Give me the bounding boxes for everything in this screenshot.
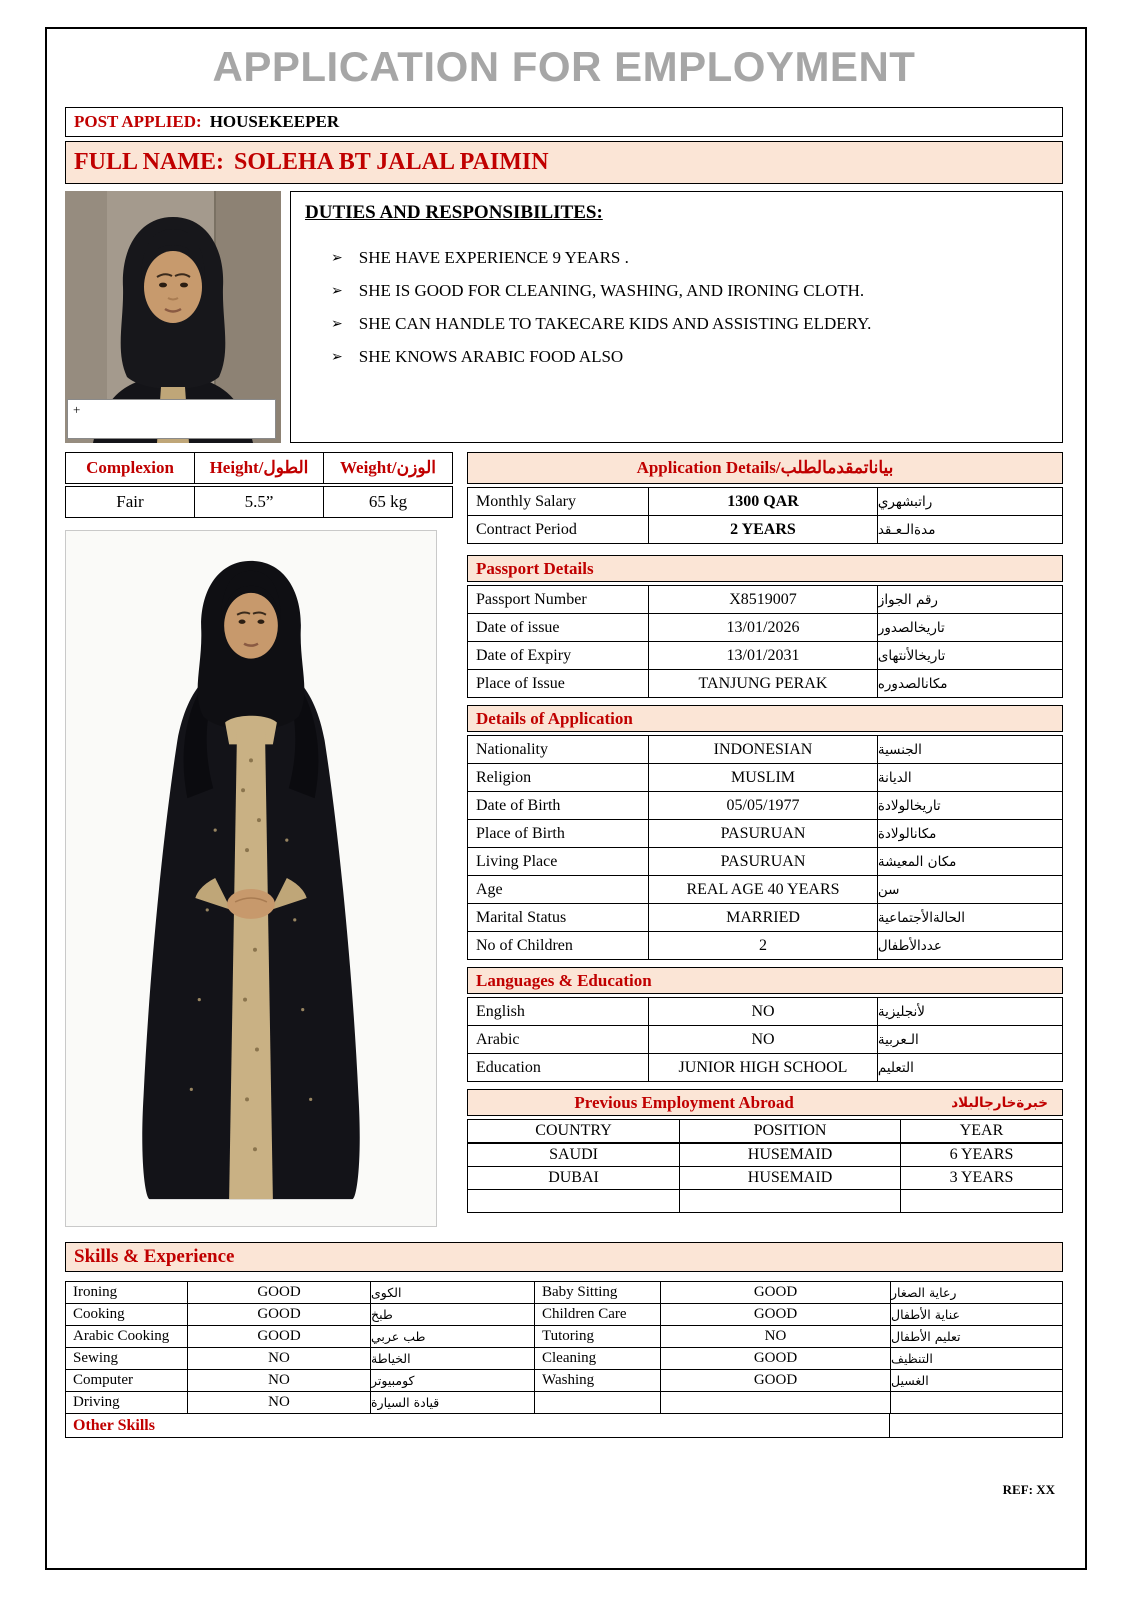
skill-rating: GOOD [661, 1282, 891, 1303]
field-label-arabic: الجنسية [877, 741, 922, 758]
weight-value: 65 kg [323, 486, 453, 518]
details-rows [467, 735, 1063, 960]
field-value: TANJUNG PERAK [649, 670, 878, 697]
skill-label: Ironing [66, 1282, 188, 1303]
passport-rows [467, 585, 1063, 698]
field-value: PASURUAN [649, 848, 878, 875]
duty-text: SHE KNOWS ARABIC FOOD ALSO [358, 347, 624, 366]
skill-label-arabic: قيادة السيارة [371, 1392, 535, 1413]
previous-employment-title: Previous Employment Abroad [574, 1092, 794, 1112]
field-value: 13/01/2026 [649, 614, 878, 641]
field-label: Nationality [468, 736, 649, 763]
field-label-arabic: مكانالصدوره [877, 675, 948, 692]
field-label-arabic: رقم الجواز [877, 591, 938, 608]
field-label-arabic: تاريخالصدور [877, 619, 945, 636]
skill-label: Computer [66, 1370, 188, 1391]
field-label: Marital Status [468, 904, 649, 931]
skill-label: Children Care [535, 1304, 661, 1325]
field-value: NO [649, 1026, 878, 1053]
skill-label-arabic: كومبيوتر [371, 1370, 535, 1391]
application-details-rows [467, 487, 1063, 544]
skill-rating: NO [188, 1392, 371, 1413]
application-details-section [467, 452, 1063, 544]
field-label-arabic: مكان المعيشة [877, 853, 957, 870]
complexion-header: Complexion [65, 452, 195, 484]
skill-label: Driving [66, 1392, 188, 1413]
table-row [467, 735, 1063, 764]
field-label: Education [468, 1054, 649, 1081]
duty-item [331, 347, 1048, 369]
field-label: Living Place [468, 848, 649, 875]
skill-label-arabic: الغسيل [891, 1373, 929, 1388]
reference-code: REF: XX [1002, 1482, 1055, 1497]
skill-rating: NO [188, 1370, 371, 1391]
details-of-application-section [467, 705, 1063, 960]
other-skills-label: Other Skills [66, 1414, 890, 1437]
table-row [467, 847, 1063, 876]
field-label-arabic: مدةالـعـقد [877, 521, 936, 538]
position-cell: HUSEMAID [680, 1167, 901, 1189]
skills-table [65, 1281, 1063, 1414]
other-skills-empty-cell [890, 1414, 1062, 1437]
field-label: Date of Birth [468, 792, 649, 819]
application-details-header: Application Details/بياناتمقدمالطلب [467, 452, 1063, 484]
height-header: Height/الطول [194, 452, 324, 484]
duties-title: DUTIES AND RESPONSIBILITES: [305, 202, 603, 223]
skill-row [65, 1369, 1063, 1392]
country-cell [468, 1190, 680, 1212]
field-label-arabic: سن [877, 881, 900, 898]
photo-placeholder-box [67, 399, 276, 439]
table-row [467, 903, 1063, 932]
year-column-header: YEAR [959, 1122, 1004, 1139]
field-label-arabic: راتبشهري [877, 493, 933, 510]
duty-item [331, 314, 1048, 336]
field-value: INDONESIAN [649, 736, 878, 763]
field-value: X8519007 [649, 586, 878, 613]
physical-stats-value-row [65, 486, 455, 518]
field-value: REAL AGE 40 YEARS [649, 876, 878, 903]
table-row [467, 875, 1063, 904]
field-label: Place of Issue [468, 670, 649, 697]
languages-rows [467, 997, 1063, 1082]
field-label-arabic: الـعربية [877, 1031, 919, 1048]
skill-label-arabic: طبخ [371, 1304, 535, 1325]
previous-employment-title-arabic: خبرةخارجالبلاد [951, 1094, 1048, 1111]
field-label-arabic: الحالةالأجتماعية [877, 909, 966, 926]
languages-education-section [467, 967, 1063, 1082]
arrow-bullet-icon: ➢ [331, 284, 343, 299]
skill-rating [661, 1392, 891, 1413]
field-value: JUNIOR HIGH SCHOOL [649, 1054, 878, 1081]
skill-label-arabic [891, 1392, 1062, 1413]
arrow-bullet-icon: ➢ [331, 350, 343, 365]
post-applied-label: POST APPLIED: [74, 112, 202, 131]
skill-rating: NO [188, 1348, 371, 1369]
skill-label-arabic: تعليم الأطفال [891, 1329, 961, 1344]
duty-item [331, 248, 1048, 270]
field-value: 13/01/2031 [649, 642, 878, 669]
field-label-arabic: التعليم [877, 1059, 914, 1076]
employment-column-header-row [467, 1119, 1063, 1143]
weight-header: Weight/الوزن [323, 452, 453, 484]
table-row [467, 669, 1063, 698]
year-cell: 3 YEARS [949, 1169, 1014, 1186]
complexion-value: Fair [65, 486, 195, 518]
field-value: NO [649, 998, 878, 1025]
skill-row [65, 1325, 1063, 1348]
field-label: Monthly Salary [468, 488, 649, 515]
field-label: Religion [468, 764, 649, 791]
full-name-value: SOLEHA BT JALAL PAIMIN [234, 149, 549, 175]
position-cell [680, 1190, 901, 1212]
field-label: No of Children [468, 932, 649, 959]
skill-label-arabic: رعاية الصغار [891, 1285, 957, 1300]
skill-label: Cooking [66, 1304, 188, 1325]
skill-rating: GOOD [661, 1370, 891, 1391]
full-name-row [65, 141, 1063, 184]
languages-education-header: Languages & Education [467, 967, 1063, 994]
skill-label-arabic: طب عربي [371, 1326, 535, 1347]
previous-employment-header [467, 1089, 1063, 1116]
employment-row [467, 1143, 1063, 1167]
table-row [467, 763, 1063, 792]
table-row [467, 997, 1063, 1026]
duties-list [305, 248, 1048, 369]
employment-row [467, 1189, 1063, 1213]
skill-rating: GOOD [188, 1304, 371, 1325]
skill-row [65, 1281, 1063, 1304]
table-row [467, 931, 1063, 960]
post-applied-row [65, 107, 1063, 137]
table-row [467, 613, 1063, 642]
field-value: 2 [649, 932, 878, 959]
full-name-label: FULL NAME: [74, 149, 224, 175]
skill-label-arabic: الخياطة [371, 1348, 535, 1369]
arrow-bullet-icon: ➢ [331, 251, 343, 266]
page-title: APPLICATION FOR EMPLOYMENT [212, 43, 916, 90]
field-label-arabic: تاريخالأنتهاى [877, 647, 946, 664]
skill-label-arabic: التنظيف [891, 1351, 933, 1366]
skill-rating: GOOD [188, 1282, 371, 1303]
skill-row [65, 1391, 1063, 1414]
employment-rows [467, 1143, 1063, 1213]
field-label-arabic: مكانالولادة [877, 825, 937, 842]
previous-employment-section [467, 1089, 1063, 1213]
table-row [467, 585, 1063, 614]
skill-label [535, 1392, 661, 1413]
skill-label: Tutoring [535, 1326, 661, 1347]
skill-label-arabic: عناية الأطفال [891, 1307, 960, 1322]
photo-placeholder-plus: + [73, 402, 81, 417]
skill-label: Cleaning [535, 1348, 661, 1369]
skill-row [65, 1303, 1063, 1326]
field-label: Date of Expiry [468, 642, 649, 669]
post-applied-value: HOUSEKEEPER [209, 112, 340, 131]
country-cell: DUBAI [468, 1167, 680, 1189]
skill-label-arabic: الكوى [371, 1282, 535, 1303]
passport-details-section [467, 555, 1063, 698]
field-label-arabic: الديانة [877, 769, 912, 786]
form-frame [45, 27, 1087, 1570]
position-cell: HUSEMAID [680, 1144, 901, 1166]
field-value: MUSLIM [649, 764, 878, 791]
passport-details-header: Passport Details [467, 555, 1063, 582]
field-label: Passport Number [468, 586, 649, 613]
arrow-bullet-icon: ➢ [331, 317, 343, 332]
duties-box [290, 191, 1063, 443]
field-label: Date of issue [468, 614, 649, 641]
skill-rating: GOOD [661, 1304, 891, 1325]
skill-row [65, 1347, 1063, 1370]
employment-row [467, 1166, 1063, 1190]
height-value: 5.5” [194, 486, 324, 518]
full-length-illustration [66, 531, 436, 1226]
field-label: Arabic [468, 1026, 649, 1053]
duty-text: SHE CAN HANDLE TO TAKECARE KIDS AND ASSISTING ELDERY. [358, 314, 872, 333]
position-column-header: POSITION [680, 1120, 901, 1142]
field-label: Contract Period [468, 516, 649, 543]
duty-text: SHE HAVE EXPERIENCE 9 YEARS . [358, 248, 629, 267]
field-value: 2 YEARS [649, 516, 878, 543]
table-row [467, 819, 1063, 848]
applicant-photo-portrait [65, 191, 281, 443]
field-label-arabic: لأنجليزية [877, 1003, 926, 1020]
table-row [467, 1053, 1063, 1082]
country-cell: SAUDI [468, 1144, 680, 1166]
skills-experience-header: Skills & Experience [65, 1242, 1063, 1272]
table-row [467, 487, 1063, 516]
country-column-header: COUNTRY [468, 1120, 680, 1142]
skill-label: Baby Sitting [535, 1282, 661, 1303]
year-cell: 6 YEARS [949, 1146, 1014, 1163]
field-value: 1300 QAR [649, 488, 878, 515]
field-value: PASURUAN [649, 820, 878, 847]
year-cell [901, 1190, 1062, 1212]
details-of-application-header: Details of Application [467, 705, 1063, 732]
applicant-photo-full-length [65, 530, 437, 1227]
skill-rating: GOOD [661, 1348, 891, 1369]
field-value: 05/05/1977 [649, 792, 878, 819]
field-label: English [468, 998, 649, 1025]
table-row [467, 1025, 1063, 1054]
field-label: Age [468, 876, 649, 903]
skill-label: Arabic Cooking [66, 1326, 188, 1347]
physical-stats-header-row [65, 452, 455, 484]
field-value: MARRIED [649, 904, 878, 931]
table-row [467, 515, 1063, 544]
skill-rating: GOOD [188, 1326, 371, 1347]
table-row [467, 641, 1063, 670]
skill-label: Sewing [66, 1348, 188, 1369]
other-skills-row [65, 1413, 1063, 1438]
field-label-arabic: عددالأطفال [877, 937, 942, 954]
field-label: Place of Birth [468, 820, 649, 847]
duty-item [331, 281, 1048, 303]
table-row [467, 791, 1063, 820]
skill-rating: NO [661, 1326, 891, 1347]
duty-text: SHE IS GOOD FOR CLEANING, WASHING, AND IRONING CLOTH. [358, 281, 865, 300]
field-label-arabic: تاريخالولادة [877, 797, 941, 814]
skill-label: Washing [535, 1370, 661, 1391]
